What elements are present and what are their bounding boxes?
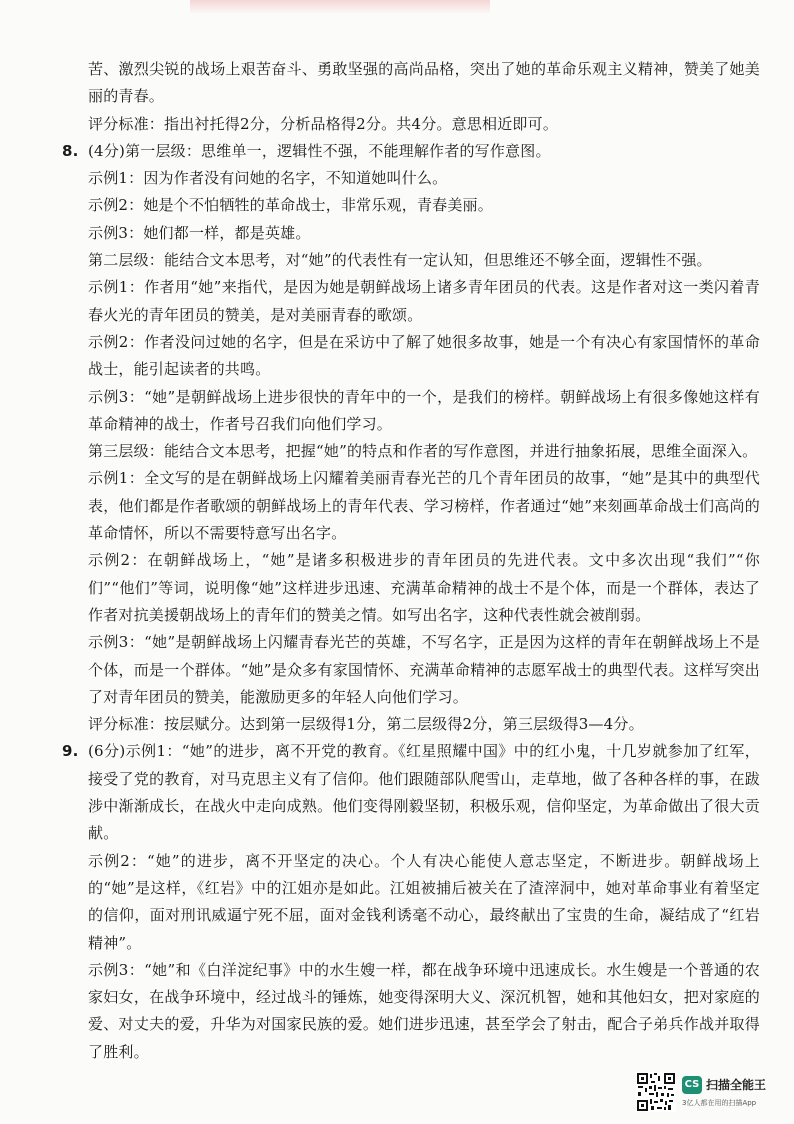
answer-paragraph: 示例1：全文写的是在朝鲜战场上闪耀着美丽青春光芒的几个青年团员的故事，“她”是其中的典型代表，他们都是作者歌颂的朝鲜战场上的青年代表、学习榜样，作者通过“她”来刻画革命战士们高尚的革命情怀，所以不需要特意写出名字。 xyxy=(88,469,760,543)
answer-paragraph: 苦、激烈尖锐的战场上艰苦奋斗、勇敢坚强的高尚品格，突出了她的革命乐观主义精神，赞美了她美丽的青春。 xyxy=(88,60,760,106)
answer-paragraph: 评分标准：按层赋分。达到第一层级得1分，第二层级得2分，第三层级得3—4分。 xyxy=(88,715,644,734)
question-number: 8. xyxy=(62,141,79,160)
answer-paragraph: 示例1：因为作者没有问她的名字，不知道她叫什么。 xyxy=(88,169,448,188)
answer-paragraph: 示例3：她们都一样，都是英雄。 xyxy=(88,223,311,242)
question-9-header xyxy=(62,738,760,847)
answer-paragraph: 第二层级：能结合文本思考，对“她”的代表性有一定认知，但思维还不够全面，逻辑性不强。 xyxy=(88,251,712,270)
question-number: 9. xyxy=(62,742,79,761)
answer-paragraph: 示例2：作者没问过她的名字，但是在采访中了解了她很多故事，她是一个有决心有家国情怀的革命战士，能引起读者的共鸣。 xyxy=(88,332,760,379)
answer-content xyxy=(62,56,760,1066)
question-text: (6分)示例1：“她”的进步，离不开党的教育。《红星照耀中国》中的红小鬼，十几岁就参加了红军，接受了党的教育，对马克思主义有了信仰。他们跟随部队爬雪山，走草地，做了各种各样的事，在跋涉中渐渐成长，在战火中走向成熟。他们变得刚毅坚韧，积极乐观，信仰坚定，为革命做出了很大贡献。 xyxy=(88,742,760,843)
scanner-brand-name: 扫描全能王 xyxy=(706,1078,767,1092)
question-text: (4分)第一层级：思维单一，逻辑性不强，不能理解作者的写作意图。 xyxy=(88,141,551,160)
scanner-tagline: 3亿人都在用的扫描App xyxy=(682,1099,757,1107)
answer-paragraph: 示例2：在朝鲜战场上，“她”是诸多积极进步的青年团员的先进代表。文中多次出现“我们”“你们”“他们”等词，说明像“她”这样进步迅速、充满革命精神的战士不是个体，而是一个群体，表达了作者对抗美援朝战场上的青年们的赞美之情。如写出名字，这种代表性就会被削弱。 xyxy=(88,551,760,624)
answer-paragraph: 示例2：“她”的进步，离不开坚定的决心。个人有决心能使人意志坚定，不断进步。朝鲜战场上的“她”是这样，《红岩》中的江姐亦是如此。江姐被捕后被关在了渣滓洞中，她对革命事业有着坚定的信仰，面对刑讯威逼宁死不屈，面对金钱利诱毫不动心，最终献出了宝贵的生命，凝结成了“红岩精神”。 xyxy=(88,851,760,952)
answer-paragraph: 示例2：她是个不怕牺牲的革命战士，非常乐观，青春美丽。 xyxy=(88,196,493,215)
answer-paragraph: 示例3：“她”是朝鲜战场上闪耀青春光芒的英雄，不写名字，正是因为这样的青年在朝鲜战场上不是个体，而是一个群体。“她”是众多有家国情怀、充满革命精神的志愿军战士的典型代表。这样写突出了对青年团员的赞美，能激励更多的年轻人向他们学习。 xyxy=(88,633,760,706)
answer-paragraph: 第三层级：能结合文本思考，把握“她”的特点和作者的写作意图，并进行抽象拓展，思维全面深入。 xyxy=(88,442,758,461)
red-stripe xyxy=(190,0,490,14)
answer-paragraph: 评分标准：指出衬托得2分，分析品格得2分。共4分。意思相近即可。 xyxy=(88,114,559,133)
answer-paragraph: 示例3：“她”是朝鲜战场上进步很快的青年中的一个，是我们的榜样。朝鲜战场上有很多像她这样有革命精神的战士，作者号召我们向他们学习。 xyxy=(88,387,760,433)
camscanner-logo-icon: CS xyxy=(682,1076,702,1094)
scanner-watermark xyxy=(636,1072,794,1116)
qr-code-icon xyxy=(636,1072,676,1112)
question-8-header xyxy=(62,138,760,165)
answer-paragraph: 示例1：作者用“她”来指代，是因为她是朝鲜战场上诸多青年团员的代表。这是作者对这一类闪着青春火光的青年团员的赞美，是对美丽青春的歌颂。 xyxy=(88,278,760,324)
answer-paragraph: 示例3：“她”和《白洋淀纪事》中的水生嫂一样，都在战争环境中迅速成长。水生嫂是一个普通的农家妇女，在战争环境中，经过战斗的锤炼，她变得深明大义、深沉机智，她和其他妇女，把对家庭的爱、对丈夫的爱，升华为对国家民族的爱。她们进步迅速，甚至学会了射击，配合子弟兵作战并取得了胜利。 xyxy=(88,960,760,1061)
